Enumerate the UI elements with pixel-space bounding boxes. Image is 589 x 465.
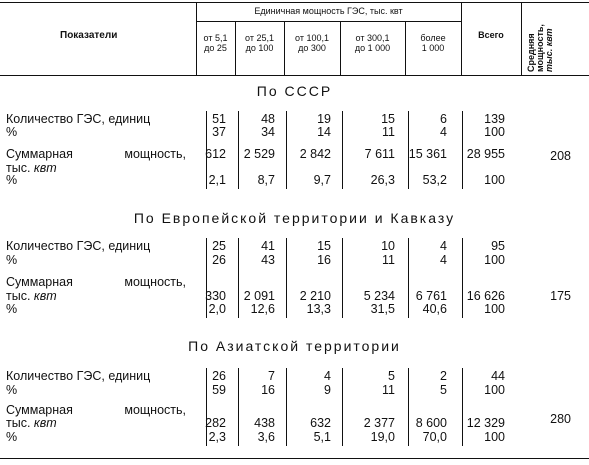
table-cell: 100 [484, 430, 505, 444]
table-cell: 7 611 [364, 147, 395, 161]
table-cell: 15 361 [408, 147, 447, 161]
row-label: % [6, 173, 18, 187]
table-cell: 9,7 [313, 173, 331, 187]
table-cell: 282 [205, 416, 226, 430]
table-cell: 43 [261, 253, 275, 267]
table-cell: 100 [484, 302, 505, 316]
header-bottom-rule [0, 75, 589, 76]
header-col4: от 300,1 до 1 000 [354, 33, 391, 53]
table-cell: 12 329 [466, 416, 505, 430]
table-cell: 8,7 [257, 173, 275, 187]
avg-power-value: 175 [550, 289, 571, 303]
table-cell: 15 [381, 112, 395, 126]
table-cell: 4 [324, 369, 331, 383]
table-cell: 48 [261, 112, 275, 126]
table-cell: 2 091 [243, 289, 275, 303]
header-col2: от 25,1 до 100 [245, 33, 274, 53]
row-label-unit: тыс. квт [6, 416, 57, 430]
section-title: По СССР [256, 83, 333, 99]
table-cell: 100 [484, 125, 505, 139]
table-cell: 34 [261, 125, 275, 139]
table-cell: 330 [205, 289, 226, 303]
bottom-rule [0, 458, 589, 459]
table-cell: 59 [212, 383, 226, 397]
table-cell: 6 [440, 112, 447, 126]
table-cell: 4 [440, 239, 447, 253]
row-label: Суммарная мощность, [6, 275, 186, 289]
table-cell: 31,5 [370, 302, 395, 316]
table-cell: 4 [440, 125, 447, 139]
table-cell: 7 [268, 369, 275, 383]
table-cell: 100 [484, 173, 505, 187]
row-label-unit: тыс. квт [6, 289, 57, 303]
table-cell: 26 [212, 369, 226, 383]
table-cell: 28 955 [466, 147, 505, 161]
row-label: % [6, 253, 18, 267]
header-total: Всего [478, 30, 504, 40]
table-cell: 26 [212, 253, 226, 267]
table-cell: 16 626 [466, 289, 505, 303]
table-cell: 3,6 [257, 430, 275, 444]
table-cell: 2,3 [208, 430, 226, 444]
table-cell: 51 [212, 112, 226, 126]
row-label: Суммарная мощность, [6, 403, 186, 417]
section-title: По Европейской территории и Кавказу [133, 210, 456, 226]
table-cell: 5,1 [313, 430, 331, 444]
table-cell: 438 [254, 416, 275, 430]
table-cell: 16 [261, 383, 275, 397]
table-cell: 139 [484, 112, 505, 126]
table-cell: 19 [317, 112, 331, 126]
table-cell: 100 [484, 383, 505, 397]
table-cell: 100 [484, 253, 505, 267]
row-label: Суммарная мощность, [6, 147, 186, 161]
row-label: % [6, 302, 18, 316]
table-cell: 16 [317, 253, 331, 267]
header-col5: более 1 000 [420, 33, 446, 53]
table-cell: 5 234 [363, 289, 395, 303]
row-label: % [6, 125, 18, 139]
section-title: По Азиатской территории [188, 338, 401, 354]
table-cell: 37 [212, 125, 226, 139]
table-cell: 11 [382, 125, 395, 139]
table-cell: 41 [261, 239, 275, 253]
row-label: Количество ГЭС, единиц [6, 239, 151, 253]
table-cell: 11 [382, 383, 395, 397]
header-col1: от 5,1 до 25 [203, 33, 228, 53]
row-label-unit: тыс. квт [6, 161, 57, 175]
table-cell: 25 [212, 239, 226, 253]
table-cell: 8 600 [415, 416, 447, 430]
table-cell: 2,1 [208, 173, 226, 187]
table-cell: 13,3 [306, 302, 331, 316]
avg-power-value: 208 [550, 149, 571, 163]
table-cell: 9 [324, 383, 331, 397]
header-indicators: Показатели [60, 30, 118, 41]
table-cell: 19,0 [370, 430, 395, 444]
table-cell: 6 761 [415, 289, 447, 303]
table-cell: 15 [317, 239, 331, 253]
table-cell: 95 [491, 239, 505, 253]
row-label: Количество ГЭС, единиц [6, 369, 151, 383]
table-cell: 632 [310, 416, 331, 430]
table-cell: 2 [440, 369, 447, 383]
table-cell: 5 [388, 369, 395, 383]
row-label: Количество ГЭС, единиц [6, 112, 151, 126]
table-cell: 44 [491, 369, 505, 383]
table-cell: 5 [440, 383, 447, 397]
avg-power-value: 280 [550, 412, 571, 426]
header-divider [521, 2, 522, 75]
row-label: % [6, 430, 18, 444]
top-rule [0, 2, 589, 3]
table-cell: 53,2 [422, 173, 447, 187]
table-cell: 2,0 [208, 302, 226, 316]
table-cell: 2 842 [299, 147, 331, 161]
header-avg: Средняя мощность, тыс. квт [526, 24, 554, 72]
header-col3: от 100,1 до 300 [295, 33, 329, 53]
table-cell: 26,3 [370, 173, 395, 187]
table-cell: 11 [382, 253, 395, 267]
table-cell: 2 529 [243, 147, 275, 161]
table-cell: 12,6 [250, 302, 275, 316]
table-cell: 40,6 [422, 302, 447, 316]
table-cell: 2 377 [363, 416, 395, 430]
header-group: Единичная мощность ГЭС, тыс. квт [254, 6, 403, 16]
table-cell: 10 [381, 239, 395, 253]
table-cell: 70,0 [422, 430, 447, 444]
table-cell: 2 210 [299, 289, 331, 303]
table-cell: 14 [317, 125, 331, 139]
table-cell: 4 [440, 253, 447, 267]
row-label: % [6, 383, 18, 397]
table-cell: 612 [205, 147, 226, 161]
